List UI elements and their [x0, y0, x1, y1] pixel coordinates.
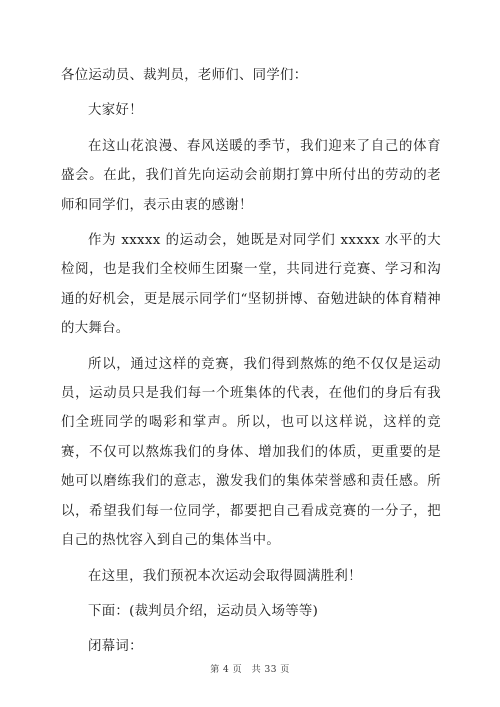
paragraph-purpose: 作为 xxxxx 的运动会，她既是对同学们 xxxxx 水平的大检阅，也是我们全校师生团聚一堂，共同进行竞赛、学习和沟通的好机会，更是展示同学们“坚韧拼博、奋勉进缺的体育精神的大舞台。: [61, 233, 441, 337]
paragraph-next: 下面：(裁判员介绍，运动员入场等等): [88, 603, 319, 619]
paragraph-closing-heading: 闭幕词：: [88, 639, 143, 655]
paragraph-thanks: 在这山花浪漫、春风送暖的季节，我们迎来了自己的体育盛会。在此，我们首先向运动会前期打算中所付出的劳动的老师和同学们，表示由衷的感谢！: [61, 138, 441, 213]
paragraph-wish: 在这里，我们预祝本次运动会取得圆满胜利！: [88, 568, 362, 584]
paragraph-significance: 所以，通过这样的竞赛，我们得到熬炼的绝不仅仅是运动员，运动员只是我们每一个班集体的代表，在他们的身后有我们全班同学的喝彩和掌声。所以，也可以这样说，这样的竞赛，不仅可以熬炼我们的身体、增加我们的体质，更重要的是她可以磨练我们的意志，激发我们的集体荣誉感和责任感。所以，希望我们每一位同学，都要把自己看成竞赛的一分子，把自己的热忱容入到自己的集体当中。: [61, 356, 441, 549]
greeting-line: 各位运动员、裁判员，老师们、同学们：: [61, 68, 308, 83]
page-footer: 第 4 页 共 33 页: [210, 665, 290, 675]
document-body: [61, 61, 441, 668]
paragraph-greeting: 大家好！: [88, 103, 143, 119]
